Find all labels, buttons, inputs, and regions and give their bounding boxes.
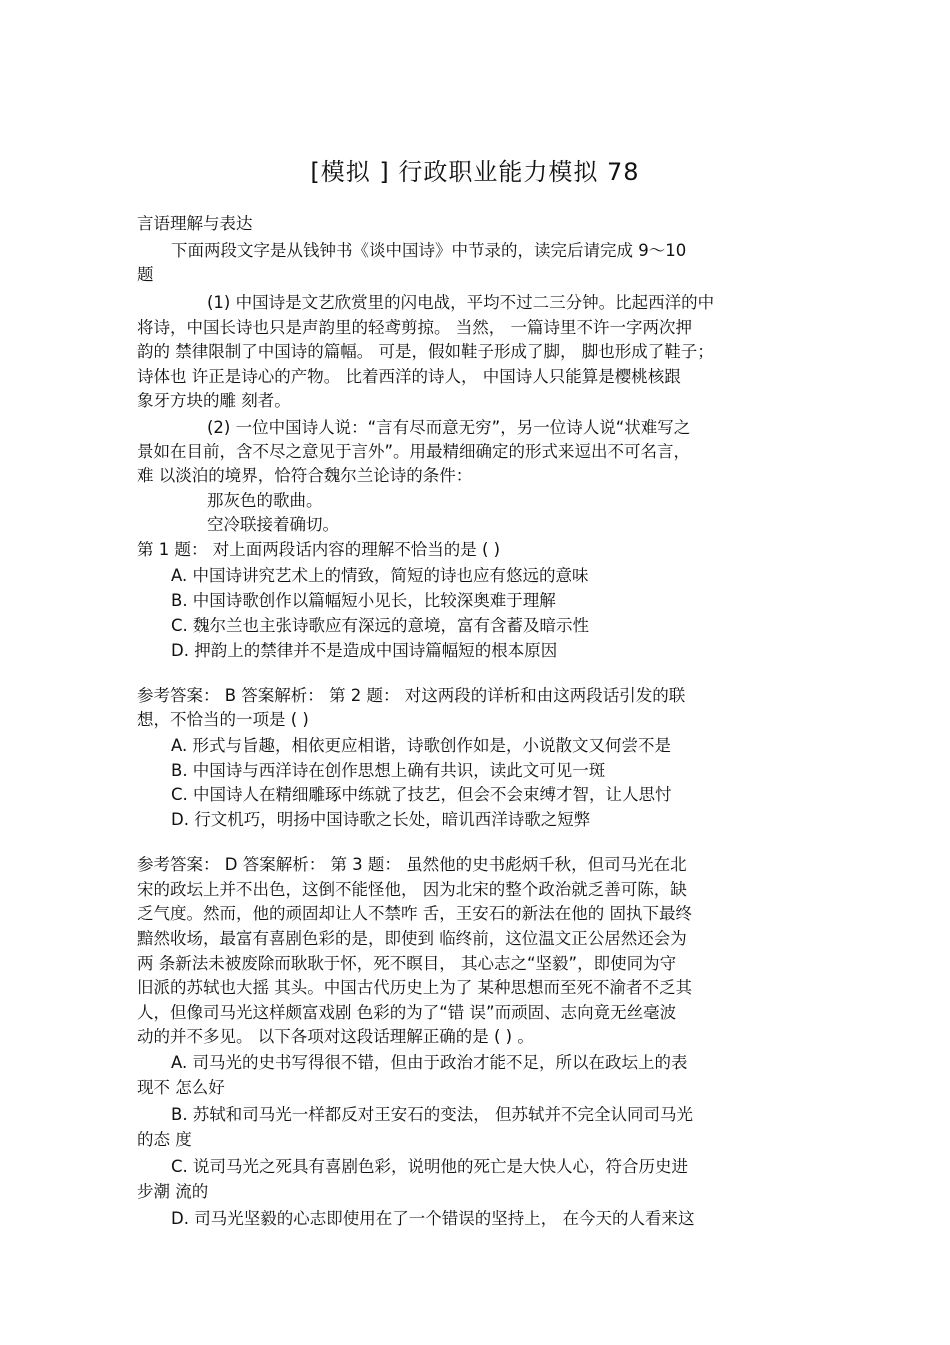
passage-line: 将诗，中国长诗也只是声韵里的轻鸢剪掠。 当然， 一篇诗里不许一字两次押	[137, 318, 692, 337]
answer-line: 参考答案： D 答案解析： 第 3 题： 虽然他的史书彪炳千秋，但司马光在北	[137, 855, 687, 874]
passage-line: 旧派的苏轼也大摇 其头。中国古代历史上为了 某种思想而至死不渝者不乏其	[137, 978, 692, 997]
passage-line: 黯然收场，最富有喜剧色彩的是，即使到 临终前，这位温文正公居然还会为	[137, 929, 687, 948]
passage-line: 象牙方块的雕 刻者。	[137, 391, 291, 410]
option-c-cont: 步潮 流的	[137, 1182, 209, 1201]
option-c: C. 说司马光之死具有喜剧色彩，说明他的死亡是大快人心，符合历史进	[171, 1157, 689, 1176]
passage-line: 两 条新法未被废除而耿耿于怀，死不瞑目， 其心志之“坚毅”，即使同为守	[137, 954, 677, 973]
instruction-line: 下面两段文字是从钱钟书《谈中国诗》中节录的，读完后请完成 9～10	[171, 241, 687, 260]
option-c: C. 中国诗人在精细雕琢中练就了技艺，但会不会束缚才智，让人思忖	[171, 785, 672, 804]
passage-line: (1) 中国诗是文艺欣赏里的闪电战，平均不过二三分钟。比起西洋的中	[207, 293, 715, 312]
option-d: D. 押韵上的禁律并不是造成中国诗篇幅短的根本原因	[171, 641, 558, 660]
passage-line: 难 以淡泊的境界，恰符合魏尔兰论诗的条件：	[137, 466, 473, 485]
instruction-line: 题	[137, 265, 154, 284]
passage-line: 乏气度。然而，他的顽固却让人不禁咋 舌，王安石的新法在他的 固执下最终	[137, 904, 692, 923]
question-line: 第 1 题： 对上面两段话内容的理解不恰当的是 ( )	[137, 540, 501, 559]
option-c: C. 魏尔兰也主张诗歌应有深远的意境，富有含蓄及暗示性	[171, 616, 590, 635]
passage-line: 宋的政坛上并不出色，这倒不能怪他， 因为北宋的整个政治就乏善可陈，缺	[137, 880, 687, 899]
option-b: B. 中国诗与西洋诗在创作思想上确有共识，读此文可见一斑	[171, 761, 606, 780]
poem-line: 那灰色的歌曲。	[207, 491, 323, 510]
option-d: D. 司马光坚毅的心志即使用在了一个错误的坚持上， 在今天的人看来这	[171, 1209, 695, 1228]
passage-line: (2) 一位中国诗人说：“言有尽而意无穷”，另一位诗人说“状难写之	[207, 418, 691, 437]
passage-line: 诗体也 许正是诗心的产物。 比着西洋的诗人， 中国诗人只能算是樱桃核跟	[137, 367, 681, 386]
option-d: D. 行文机巧，明扬中国诗歌之长处，暗讥西洋诗歌之短弊	[171, 810, 591, 829]
passage-line: 景如在目前，含不尽之意见于言外”。用最精细确定的形式来逗出不可名言，	[137, 442, 691, 461]
poem-line: 空冷联接着确切。	[207, 515, 339, 534]
option-a: A. 形式与旨趣，相依更应相谐，诗歌创作如是，小说散文又何尝不是	[171, 736, 671, 755]
question-line: 动的并不多见。 以下各项对这段话理解正确的是 ( ) 。	[137, 1027, 534, 1046]
passage-line: 韵的 禁律限制了中国诗的篇幅。 可是，假如鞋子形成了脚， 脚也形成了鞋子；	[137, 342, 714, 361]
option-b: B. 苏轼和司马光一样都反对王安石的变法， 但苏轼并不完全认同司马光	[171, 1105, 694, 1124]
answer-line: 参考答案： B 答案解析： 第 2 题： 对这两段的详析和由这两段话引发的联	[137, 686, 686, 705]
question-line: 想，不恰当的一项是 ( )	[137, 710, 309, 729]
option-b: B. 中国诗歌创作以篇幅短小见长，比较深奥难于理解	[171, 591, 556, 610]
document-title: [模拟 ] 行政职业能力模拟 78	[310, 158, 640, 186]
section-heading: 言语理解与表达	[137, 214, 253, 233]
option-a: A. 中国诗讲究艺术上的情致，简短的诗也应有悠远的意味	[171, 566, 589, 585]
option-b-cont: 的态 度	[137, 1130, 192, 1149]
option-a: A. 司马光的史书写得很不错，但由于政治才能不足，所以在政坛上的表	[171, 1053, 688, 1072]
passage-line: 人，但像司马光这样颇富戏剧 色彩的为了“错 误”而顽固、志向竟无丝毫波	[137, 1003, 677, 1022]
option-a-cont: 现不 怎么好	[137, 1078, 225, 1097]
